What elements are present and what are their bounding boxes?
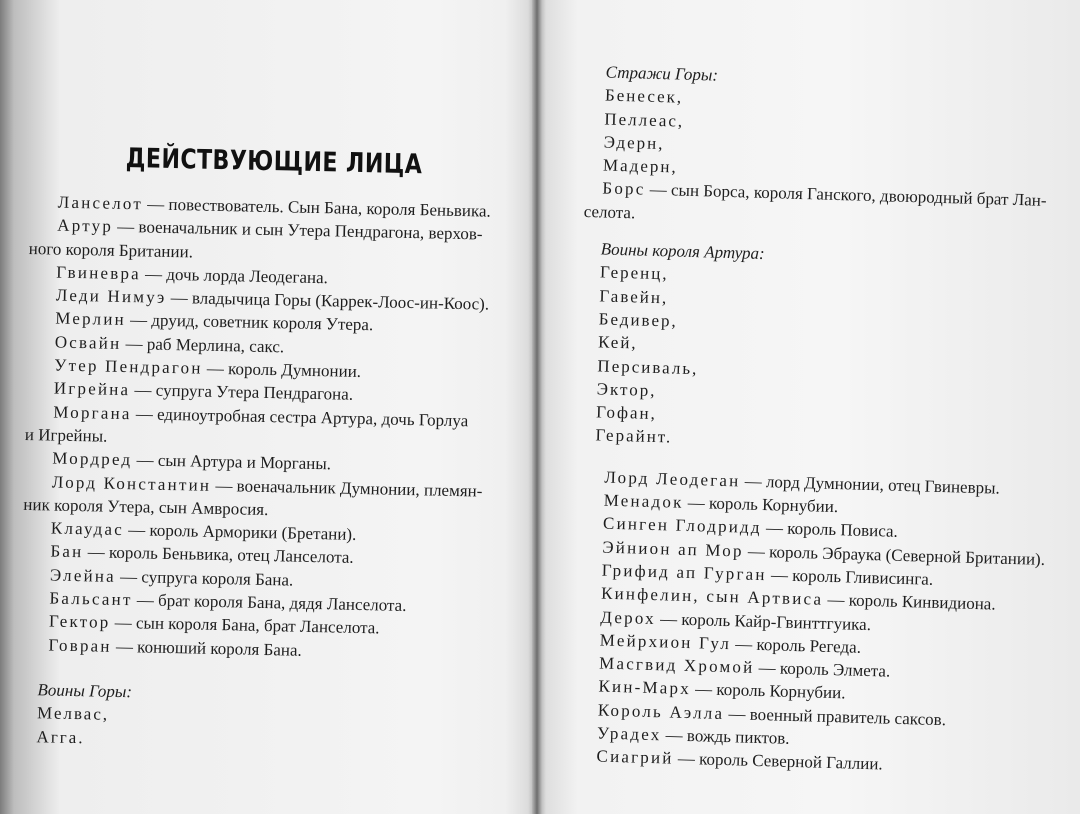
character-name: Моргана xyxy=(53,402,132,423)
character-name: Клаудас xyxy=(50,518,125,540)
character-name: Дерох xyxy=(600,607,657,628)
mountain-warriors-list xyxy=(18,701,489,757)
character-name: Сиагрий xyxy=(596,746,674,768)
character-name: Гектор xyxy=(48,611,111,633)
character-description: — король Корнубии. xyxy=(690,679,846,703)
page-title: ДЕЙСТВУЮЩИЕ ЛИЦА xyxy=(125,143,423,181)
character-name: Эктор, xyxy=(596,379,657,400)
character-description: — брат короля Бана, дядя Ланселота. xyxy=(132,590,407,616)
character-description: — король Гливисинга. xyxy=(766,565,934,589)
character-description: — военачальник Думнонии, племян- xyxy=(210,475,483,501)
character-description-continued: и Игрейны. xyxy=(24,424,108,446)
cast-list-right xyxy=(568,465,1046,781)
character-description: — сын короля Бана, брат Ланселота. xyxy=(110,613,380,638)
character-name: Борс xyxy=(602,178,646,200)
left-column xyxy=(18,190,500,758)
character-name: Король Аэлла xyxy=(597,700,725,723)
character-description: — король Арморики (Бретани). xyxy=(123,520,357,545)
character-name: Кей, xyxy=(597,332,638,353)
character-description: — король Думнонии. xyxy=(202,358,362,382)
character-name: Гвиневра xyxy=(56,262,142,284)
character-description: — король Элмета. xyxy=(754,658,891,681)
character-name: Агга. xyxy=(36,726,85,747)
character-description: — сын Борса, короля Ганского, двоюродный брат Лан- xyxy=(645,180,1047,211)
character-name: Мерлин xyxy=(55,309,127,330)
character-name: Мадерн, xyxy=(602,155,679,177)
character-description: — супруга Утера Пендрагона. xyxy=(130,380,354,405)
character-name: Грифид ап Гурган xyxy=(601,560,768,585)
group-heading-arthur-warriors: Воины короля Артура: xyxy=(600,239,765,264)
character-name: Ланселот xyxy=(57,192,144,214)
character-description: — владычица Горы (Каррек-Лоос-ин-Коос). xyxy=(166,288,490,314)
cast-list-left xyxy=(20,190,500,666)
character-name: Мелвас, xyxy=(36,703,110,725)
group-heading-mountain-warriors: Воины Горы: xyxy=(37,680,133,702)
character-description: — король Эбраука (Северной Британии). xyxy=(743,541,1046,569)
character-name: Утер Пендрагон xyxy=(54,355,203,378)
character-name: Геренц, xyxy=(599,262,669,284)
character-name: Артур xyxy=(57,215,114,237)
character-name: Кинфелин, сын Артвиса xyxy=(600,583,824,610)
character-name: Игрейна xyxy=(53,378,131,400)
character-description: — вождь пиктов. xyxy=(661,725,790,748)
character-description-continued: селота. xyxy=(583,201,636,223)
character-description-continued: ного короля Британии. xyxy=(28,238,194,262)
character-name: Освайн xyxy=(54,332,122,353)
character-name: Элейна xyxy=(49,565,117,586)
character-name: Персиваль, xyxy=(597,355,699,378)
character-description: — дочь лорда Леодегана. xyxy=(140,264,329,288)
character-description: — король Повиса. xyxy=(761,518,899,542)
character-description: — лорд Думнонии, отец Гвиневры. xyxy=(740,471,1001,498)
character-description: — супруга короля Бана. xyxy=(115,566,294,590)
character-description: — сын Артура и Морганы. xyxy=(132,450,332,474)
character-description: — единоутробная сестра Артура, дочь Горлуа xyxy=(131,403,469,430)
character-description-continued: ник короля Утера, сын Амвросия. xyxy=(23,494,269,519)
character-description: — король Северной Галлии. xyxy=(673,748,883,774)
group-heading-mountain-guards: Стражи Горы: xyxy=(605,62,719,85)
character-description: — король Корнубии. xyxy=(683,492,839,517)
character-name: Лорд Леодеган xyxy=(604,467,741,491)
arthur-warriors-list xyxy=(577,260,1042,459)
character-name: Мордред xyxy=(52,448,133,470)
character-name: Гавейн, xyxy=(599,286,669,308)
character-name: Пеллеас, xyxy=(604,109,685,131)
character-name: Эйнион ап Мор xyxy=(602,537,744,561)
character-description: — король Беньвика, отец Ланселота. xyxy=(83,542,354,568)
right-column xyxy=(568,60,1048,780)
character-name: Бальсант xyxy=(49,588,133,610)
character-description: — военачальник и сын Утера Пендрагона, верхов- xyxy=(112,217,483,244)
character-description: — король Кайр-Гвинттгуика. xyxy=(655,608,872,634)
character-name: Масгвид Хромой xyxy=(598,653,755,678)
character-name: Бенесек, xyxy=(604,85,684,107)
character-name: Мейрхион Гул xyxy=(599,630,732,654)
character-name: Эдерн, xyxy=(603,132,665,154)
character-name: Бан xyxy=(50,541,84,562)
character-name: Леди Нимуэ xyxy=(55,285,167,308)
character-description: — военный правитель саксов. xyxy=(723,703,947,729)
character-description: — повествователь. Сын Бана, короля Беньвика. xyxy=(142,194,491,221)
character-description: — друид, советник короля Утера. xyxy=(125,310,374,335)
mountain-guards-list xyxy=(585,83,1047,189)
character-description: — король Регеда. xyxy=(730,634,862,657)
character-name: Кин-Марх xyxy=(598,676,692,699)
book-gutter xyxy=(532,0,542,814)
character-name: Говран xyxy=(48,635,112,656)
character-name: Урадех xyxy=(596,723,662,745)
character-description: — раб Мерлина, сакс. xyxy=(121,333,285,357)
character-name: Бедивер, xyxy=(598,309,679,331)
character-name: Менадок xyxy=(603,490,684,512)
character-description: — конюший короля Бана. xyxy=(111,636,303,660)
character-name: Синген Глодридд xyxy=(602,513,763,538)
character-description: — король Кинвидиона. xyxy=(822,590,996,614)
character-name: Гофан, xyxy=(595,402,658,424)
character-name: Герайнт. xyxy=(595,425,673,447)
character-name: Лорд Константин xyxy=(51,472,212,495)
